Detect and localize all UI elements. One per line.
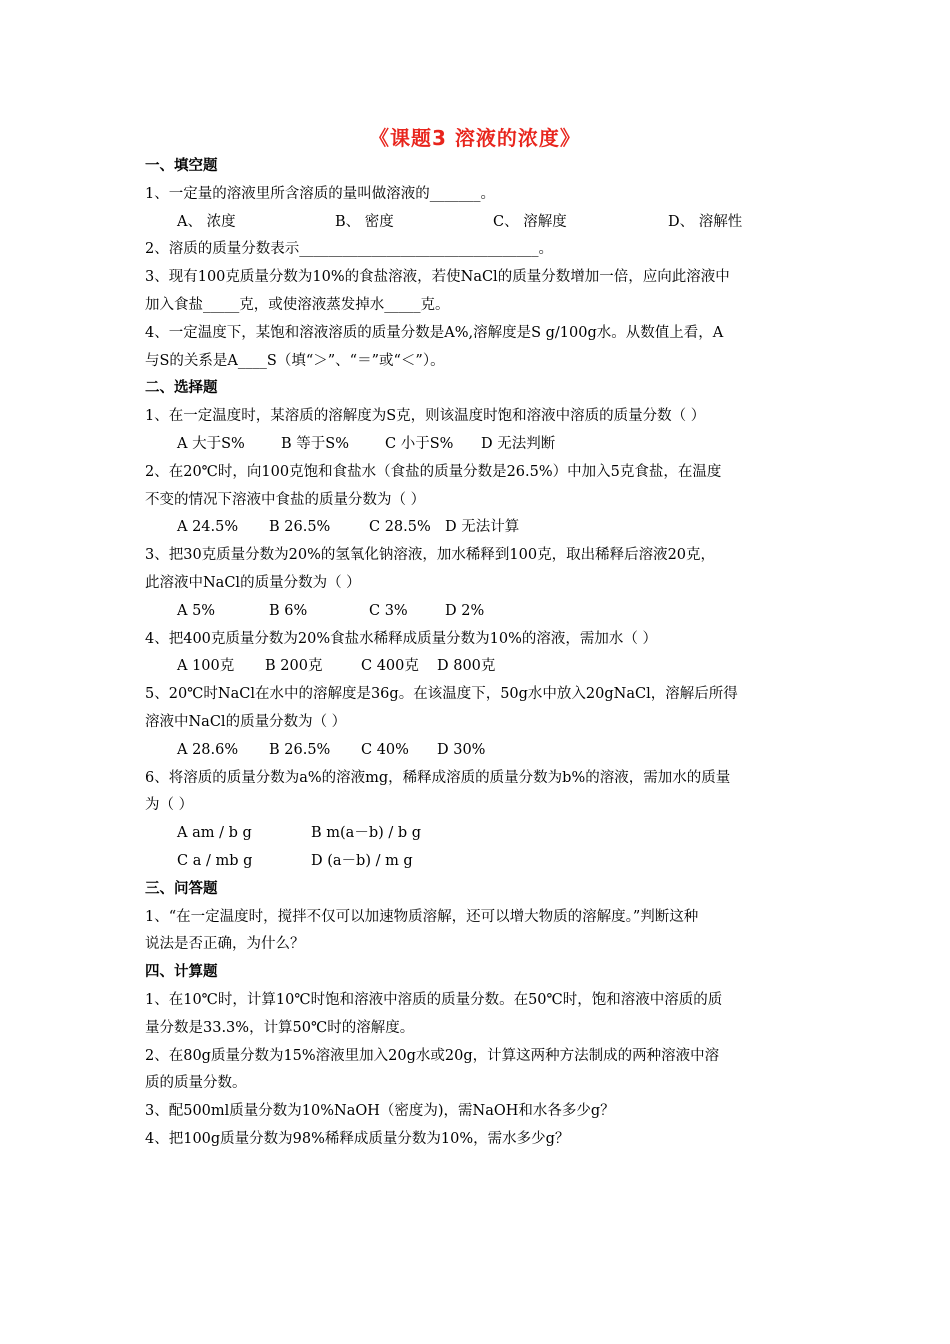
question-text: 说法是否正确，为什么？ <box>145 936 305 953</box>
answer-option: B 26.5% <box>269 741 331 758</box>
question-text: 此溶液中NaCl的质量分数为（ ） <box>145 574 361 591</box>
answer-option: C 40% <box>361 741 409 758</box>
answer-option: A 5% <box>177 602 216 619</box>
question-text: 4、把100g质量分数为98%稀释成质量分数为10%，需水多少g？ <box>145 1130 570 1147</box>
answer-option: B 26.5% <box>269 519 331 536</box>
answer-options <box>145 598 810 626</box>
answer-options <box>145 209 810 237</box>
question-text: 不变的情况下溶液中食盐的质量分数为（ ） <box>145 491 426 508</box>
question-text: 与S的关系是A____S（填“＞”、“＝”或“＜”）。 <box>145 352 445 369</box>
answer-options <box>145 820 810 848</box>
section-heading: 二、选择题 <box>145 380 218 397</box>
answer-option: D (a－b) / m g <box>311 852 413 869</box>
section-heading: 一、填空题 <box>145 158 218 174</box>
answer-option: C a / mb g <box>177 852 253 869</box>
question-text: 1、在10℃时，计算10℃时饱和溶液中溶质的质量分数。在50℃时，饱和溶液中溶质的质 <box>145 991 723 1008</box>
answer-option: C 小于S% <box>385 435 454 452</box>
page-title: 《课题3 溶液的浓度》 <box>369 126 581 150</box>
question-text: 3、把30克质量分数为20%的氢氧化钠溶液，加水稀释到100克，取出稀释后溶液20克， <box>145 547 716 564</box>
answer-option: D 无法计算 <box>445 519 520 536</box>
question-text: 2、在20℃时，向100克饱和食盐水（食盐的质量分数是26.5%）中加入5克食盐，在温度 <box>145 463 722 480</box>
question-text: 4、把400克质量分数为20%食盐水稀释成质量分数为10%的溶液，需加水（ ） <box>145 630 657 647</box>
answer-option: A、 浓度 <box>177 213 236 230</box>
answer-option: D 30% <box>437 741 486 758</box>
answer-option: D 无法判断 <box>481 435 556 452</box>
worksheet-body <box>145 153 810 1154</box>
answer-option: C 28.5% <box>369 519 431 536</box>
answer-option: C、 溶解度 <box>493 213 567 230</box>
answer-option: A 28.6% <box>177 741 239 758</box>
question-text: 2、溶质的质量分数表示_________________________________。 <box>145 241 553 258</box>
answer-option: A 100克 <box>177 658 235 675</box>
answer-option: B 200克 <box>265 658 323 675</box>
answer-option: D、 溶解性 <box>668 213 743 230</box>
answer-options <box>145 737 810 765</box>
answer-option: B 等于S% <box>281 435 349 452</box>
question-text: 2、在80g质量分数为15%溶液里加入20g水或20g，计算这两种方法制成的两种溶液中溶 <box>145 1047 720 1064</box>
answer-option: D 800克 <box>437 658 496 675</box>
answer-options <box>145 431 810 459</box>
question-text: 为（ ） <box>145 797 194 814</box>
answer-option: A 大于S% <box>177 435 245 452</box>
answer-option: D 2% <box>445 602 485 619</box>
question-text: 质的质量分数。 <box>145 1075 247 1092</box>
question-text: 5、20℃时NaCl在水中的溶解度是36g。在该温度下，50g水中放入20gNaCl，溶解后所得 <box>145 686 738 703</box>
question-text: 3、配500ml质量分数为10%NaOH（密度为)，需NaOH和水各多少g？ <box>145 1103 615 1120</box>
section-heading: 四、计算题 <box>145 964 218 981</box>
answer-option: A am / b g <box>177 825 252 842</box>
question-text: 1、“在一定温度时，搅拌不仅可以加速物质溶解，还可以增大物质的溶解度。”判断这种 <box>145 908 699 925</box>
question-text: 1、在一定温度时，某溶质的溶解度为S克，则该温度时饱和溶液中溶质的质量分数（ ） <box>145 408 706 425</box>
question-text: 6、将溶质的质量分数为a%的溶液mg，稀释成溶质的质量分数为b%的溶液，需加水的质量 <box>145 769 731 786</box>
answer-options <box>145 514 810 542</box>
answer-option: C 3% <box>369 602 408 619</box>
answer-options <box>145 848 810 876</box>
question-text: 3、现有100克质量分数为10%的食盐溶液，若使NaCl的质量分数增加一倍，应向此溶液中 <box>145 269 730 286</box>
question-text: 4、一定温度下，某饱和溶液溶质的质量分数是A%,溶解度是S g/100g水。从数值上看，A <box>145 324 724 341</box>
question-text: 溶液中NaCl的质量分数为（ ） <box>145 713 347 730</box>
answer-options <box>145 653 810 681</box>
question-text: 1、一定量的溶液里所含溶质的量叫做溶液的_______。 <box>145 185 495 202</box>
answer-option: B 6% <box>269 602 308 619</box>
answer-option: C 400克 <box>361 658 419 675</box>
answer-option: B、 密度 <box>335 213 394 230</box>
answer-option: A 24.5% <box>177 519 239 536</box>
section-heading: 三、问答题 <box>145 880 218 897</box>
question-text: 加入食盐_____克，或使溶液蒸发掉水_____克。 <box>145 296 450 313</box>
answer-option: B m(a－b) / b g <box>311 825 422 842</box>
question-text: 量分数是33.3%，计算50℃时的溶解度。 <box>145 1019 415 1036</box>
